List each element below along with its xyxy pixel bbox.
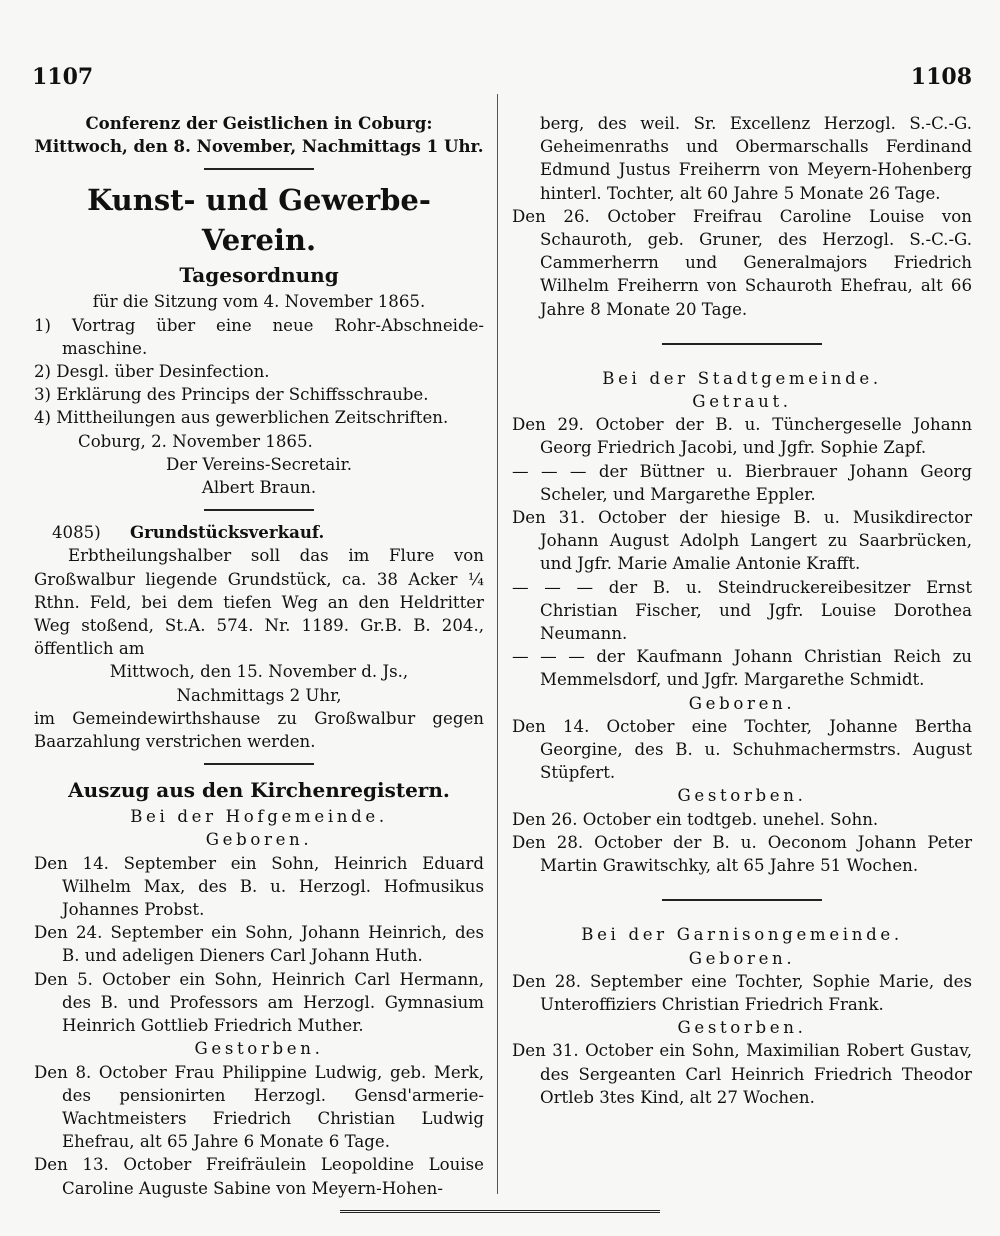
parish-heading: Bei der Stadtgemeinde. bbox=[602, 368, 882, 388]
notice-date: Mittwoch, den 15. November d. Js., bbox=[109, 662, 409, 682]
notice-number: 4085) bbox=[52, 523, 101, 543]
agenda-item: 1) Vortrag über eine neue Rohr-Abschneide-maschine. bbox=[34, 315, 484, 358]
death-entry-continued: berg, des weil. Sr. Excellenz Herzogl. S.-C.-G. Geheimenraths und Obermarschalls Ferdinand Edmund Justus Freiherrn von Meyern-Hohenberg hinterl. Tochter, alt 60 Jahre 5 Monate 26 Tage. bbox=[540, 114, 972, 203]
parish-heading: Bei der Hofgemeinde. bbox=[130, 807, 388, 827]
birth-entry: Den 14. September ein Sohn, Heinrich Eduard Wilhelm Max, des B. u. Herzogl. Hofmusikus Johannes Probst. bbox=[34, 853, 484, 920]
deaths-heading: Gestorben. bbox=[194, 1039, 324, 1059]
bottom-double-rule bbox=[340, 1210, 660, 1217]
births-heading: Geboren. bbox=[688, 693, 796, 713]
marriages-heading: Getraut. bbox=[692, 392, 792, 412]
left-column bbox=[34, 112, 484, 1200]
notice-title: Grundstücksverkauf. bbox=[130, 522, 325, 543]
date-line: Coburg, 2. November 1865. bbox=[78, 431, 313, 451]
column-divider bbox=[497, 94, 498, 1194]
marriage-entry: Den 29. October der B. u. Tünchergeselle Johann Georg Friedrich Jacobi, und Jgfr. Sophie Zapf. bbox=[512, 415, 972, 458]
death-entry: Den 26. October ein todtgeb. unehel. Sohn. bbox=[512, 809, 879, 829]
notice-text: Erbtheilungshalber soll das im Flure von Großwalbur liegende Grundstück, ca. 38 Acker ¼ Rthn. Feld, bei dem tiefen Weg an den Heldritter Weg stoßend, St.A. 574. Nr. 1189. Gr.B. B. 204., öffentlich am bbox=[34, 546, 484, 659]
session-line: für die Sitzung vom 4. November 1865. bbox=[92, 292, 426, 312]
divider-rule bbox=[204, 763, 314, 765]
agenda-item: 3) Erklärung des Princips der Schiffsschraube. bbox=[34, 385, 429, 405]
agenda-item: 4) Mittheilungen aus gewerblichen Zeitschriften. bbox=[34, 408, 449, 428]
notice-time: Nachmittags 2 Uhr, bbox=[176, 685, 342, 705]
death-entry: Den 13. October Freifräulein Leopoldine Louise Caroline Auguste Sabine von Meyern-Hohen- bbox=[34, 1155, 484, 1198]
death-entry: Den 28. October der B. u. Oeconom Johann Peter Martin Grawitschky, alt 65 Jahre 51 Wochen. bbox=[512, 832, 972, 876]
birth-entry: Den 5. October ein Sohn, Heinrich Carl Hermann, des B. und Professors am Herzogl. Gymnasium Heinrich Gottlieb Friedrich Muther. bbox=[34, 969, 484, 1036]
divider-rule bbox=[662, 343, 822, 345]
verein-title: Kunst- und Gewerbe-Verein. bbox=[87, 183, 431, 258]
conference-heading: Conferenz der Geistlichen in Coburg: bbox=[85, 113, 433, 133]
marriage-entry: — — — der Büttner u. Bierbrauer Johann Georg Scheler, und Margarethe Eppler. bbox=[512, 461, 972, 504]
marriage-entry: — — — der B. u. Steindruckereibesitzer Ernst Christian Fischer, und Jgfr. Louise Dorothea Neumann. bbox=[512, 577, 972, 644]
death-entry: Den 8. October Frau Philippine Ludwig, geb. Merk, des pensionirten Herzogl. Gensd'armerie-Wachtmeisters Friedrich Christian Ludwig Ehefrau, alt 65 Jahre 6 Monate 6 Tage. bbox=[34, 1062, 484, 1152]
secretary-signature: Albert Braun. bbox=[201, 478, 317, 498]
secretary-title: Der Vereins-Secretair. bbox=[166, 454, 352, 474]
agenda-item: 2) Desgl. über Desinfection. bbox=[34, 362, 270, 382]
divider-rule bbox=[204, 509, 314, 511]
deaths-heading: Gestorben. bbox=[677, 786, 807, 806]
birth-entry: Den 24. September ein Sohn, Johann Heinrich, des B. und adeligen Dieners Carl Johann Huth. bbox=[34, 923, 484, 966]
page-number-right: 1108 bbox=[910, 64, 972, 90]
births-heading: Geboren. bbox=[688, 948, 796, 968]
parish-heading: Bei der Garnisongemeinde. bbox=[581, 925, 903, 945]
death-entry: Den 26. October Freifrau Caroline Louise von Schauroth, geb. Gruner, des Herzogl. S.-C.-G. Cammerherrn und Generalmajors Friedrich Wilhelm Freiherrn von Schauroth Ehefrau, alt 66 Jahre 8 Monate 20 Tage. bbox=[512, 206, 972, 319]
marriage-entry: Den 31. October der hiesige B. u. Musikdirector Johann August Adolph Langert zu Saarbrücken, und Jgfr. Marie Amalie Antonie Krafft. bbox=[512, 508, 972, 574]
divider-rule bbox=[662, 899, 822, 901]
deaths-heading: Gestorben. bbox=[677, 1018, 807, 1038]
notice-heading bbox=[34, 521, 484, 544]
birth-entry: Den 28. September eine Tochter, Sophie Marie, des Unteroffiziers Christian Friedrich Frank. bbox=[512, 971, 972, 1014]
marriage-entry: — — — der Kaufmann Johann Christian Reich zu Memmelsdorf, und Jgfr. Margarethe Schmidt. bbox=[512, 647, 972, 690]
divider-rule bbox=[204, 168, 314, 170]
right-column bbox=[512, 112, 972, 1109]
notice-end: im Gemeindewirthshause zu Großwalbur gegen Baarzahlung verstrichen werden. bbox=[34, 708, 484, 752]
death-entry: Den 31. October ein Sohn, Maximilian Robert Gustav, des Sergeanten Carl Heinrich Friedrich Theodor Ortleb 3tes Kind, alt 27 Wochen. bbox=[512, 1041, 972, 1107]
birth-entry: Den 14. October eine Tochter, Johanne Bertha Georgine, des B. u. Schuhmachermstrs. August Stüpfert. bbox=[512, 716, 972, 783]
register-title: Auszug aus den Kirchenregistern. bbox=[68, 778, 450, 803]
agenda-heading: Tagesordnung bbox=[179, 263, 339, 288]
births-heading: Geboren. bbox=[205, 830, 313, 850]
conference-time: Mittwoch, den 8. November, Nachmittags 1 Uhr. bbox=[34, 136, 484, 157]
page-number-left: 1107 bbox=[32, 64, 94, 90]
